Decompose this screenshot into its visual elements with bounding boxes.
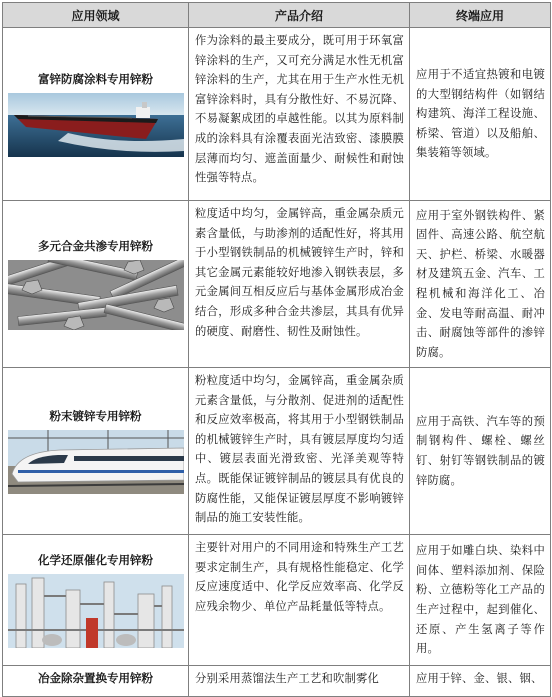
end-application: 应用于如雕白块、染料中间体、塑料添加剂、保险粉、立德粉等化工产品的生产过程中，起到催化、还原、产生氢离子等作用。	[410, 535, 551, 666]
field-cell	[3, 201, 189, 368]
table-row	[3, 28, 551, 201]
field-name: 化学还原催化专用锌粉	[38, 553, 153, 567]
table-header-row	[3, 3, 551, 28]
field-name: 冶金除杂置换专用锌粉	[38, 671, 153, 685]
bolts-image	[8, 260, 184, 330]
table-row	[3, 368, 551, 535]
field-cell	[3, 28, 189, 201]
bullet-train-image	[8, 430, 184, 494]
header-end-use: 终端应用	[410, 3, 551, 28]
field-name: 粉末镀锌专用锌粉	[49, 409, 142, 423]
end-application: 应用于锌、金、银、铟、	[410, 666, 551, 697]
product-table	[2, 2, 551, 697]
field-cell	[3, 535, 189, 666]
chemical-plant-image	[8, 574, 184, 648]
table-row	[3, 666, 551, 697]
product-description: 作为涂料的最主要成分，既可用于环氧富锌涂料的生产，又可充分满足水性无机富锌涂料的生产，尤其在用于生产水性无机富锌涂料时，具有分散性好、不易沉降、不易凝絮成团的卓越性能。以其为原料制成的涂料具有涂覆表面光洁致密、漆膜膜层薄而均匀、遮盖面量少、耐候性和耐蚀性强等特点。	[189, 28, 410, 201]
field-name: 多元合金共渗专用锌粉	[38, 239, 153, 253]
product-description: 粉粒度适中均匀，金属锌高，重金属杂质元素含量低，与分散剂、促进剂的适配性和反应效率极高，将其用于小型钢铁制品的机械镀锌生产时，具有镀层厚度均匀适中、镀层表面光滑致密、光泽美观等特点。既能保证镀锌制品的镀层具有优良的防腐性能，又能保证镀层厚度不影响镀锌制品的施工安装性能。	[189, 368, 410, 535]
field-cell	[3, 368, 189, 535]
cargo-ship-image	[8, 93, 184, 157]
end-application: 应用于室外钢铁构件、紧固件、高速公路、航空航天、护栏、桥梁、水暖器材及建筑五金、汽车、工程机械和海洋化工、冶金、发电等耐高温、耐冲击、耐腐蚀等部件的渗锌防腐。	[410, 201, 551, 368]
end-application: 应用于不适宜热镀和电镀的大型钢结构件（如钢结构建筑、海洋工程设施、桥梁、管道）以及船舶、集装箱等领域。	[410, 28, 551, 201]
field-name: 富锌防腐涂料专用锌粉	[38, 72, 153, 86]
product-description: 粒度适中均匀，金属锌高，重金属杂质元素含量低，与助渗剂的适配性好，将其用于小型钢铁制品的机械镀锌生产时，锌和其它金属元素能较好地渗入钢铁表层，多元金属间互相反应后与基体金属形成冶金结合，形成多种合金共渗层，其具有优异的硬度、耐磨性、韧性及耐蚀性。	[189, 201, 410, 368]
header-product-intro: 产品介绍	[189, 3, 410, 28]
header-application-field: 应用领域	[3, 3, 189, 28]
end-application: 应用于高铁、汽车等的预制钢构件、螺栓、螺丝钉、射钉等钢铁制品的镀锌防腐。	[410, 368, 551, 535]
table-row	[3, 201, 551, 368]
field-cell	[3, 666, 189, 697]
product-description: 主要针对用户的不同用途和特殊生产工艺要求定制生产，具有规格性能稳定、化学反应速度适中、化学反应效率高、化学反应残余物少、单位产品耗量低等特点。	[189, 535, 410, 666]
product-description: 分别采用蒸馏法生产工艺和吹制雾化	[189, 666, 410, 697]
table-row	[3, 535, 551, 666]
